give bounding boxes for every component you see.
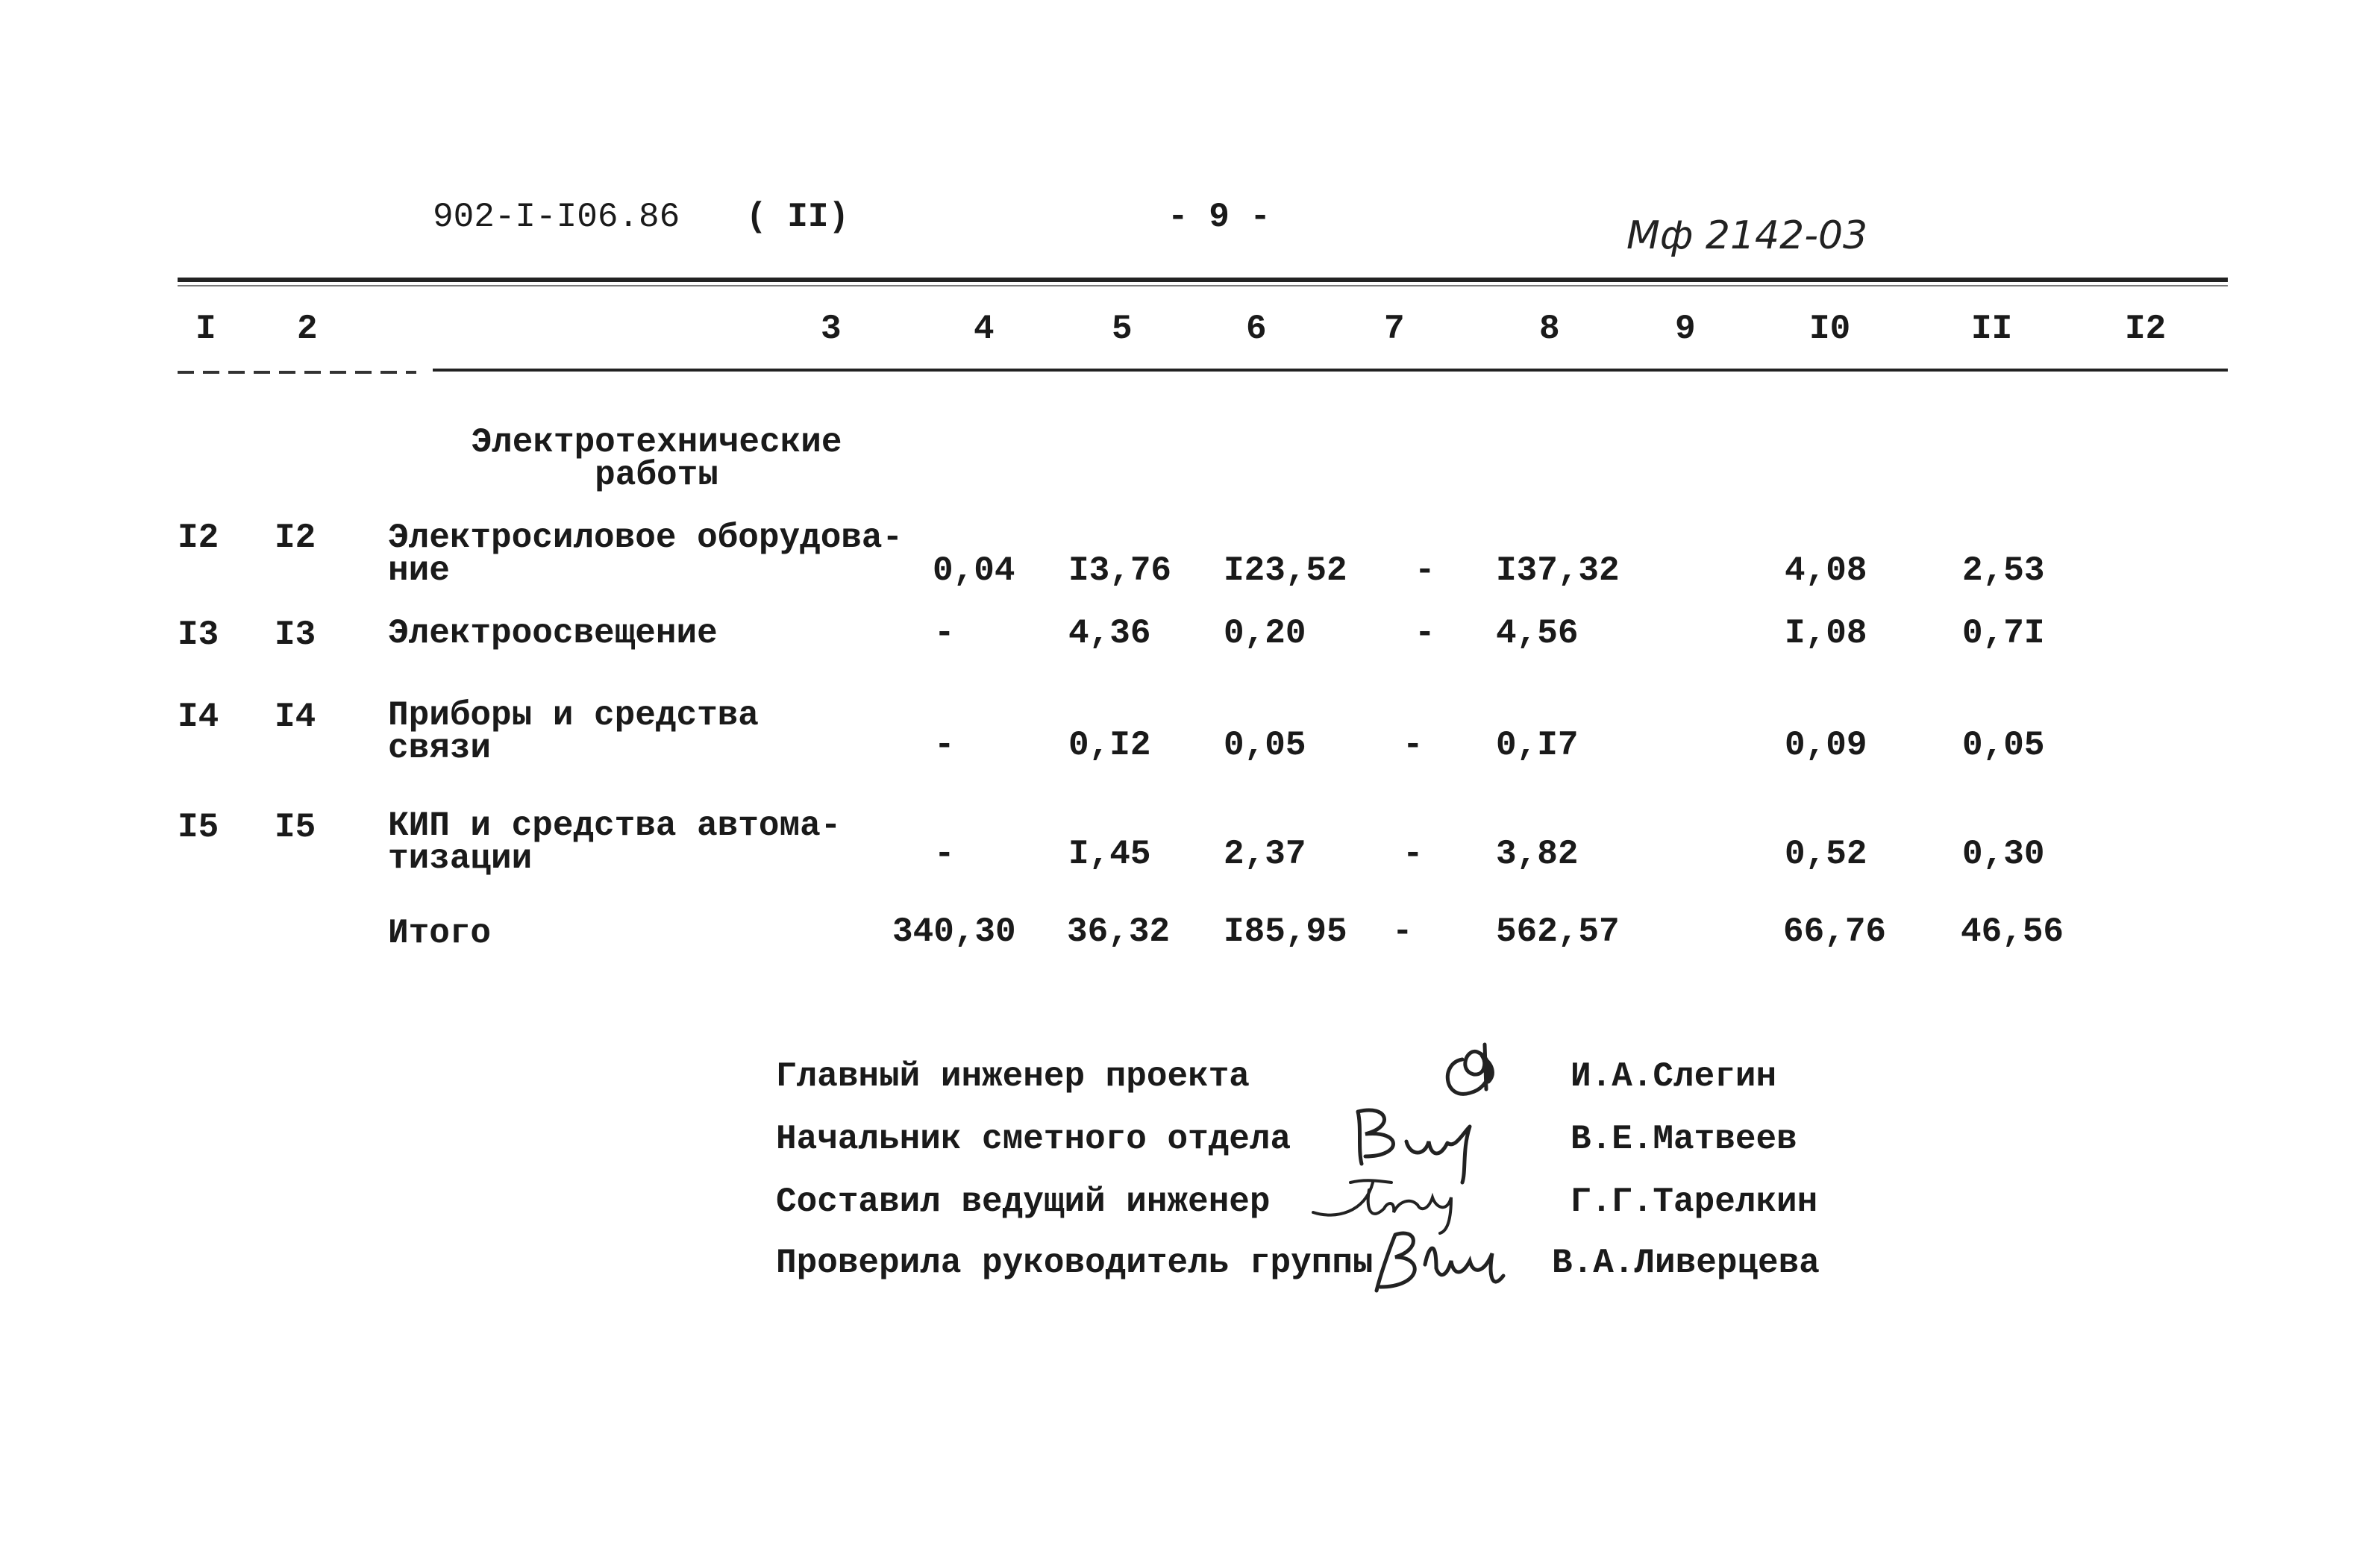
total-label: Итого	[388, 914, 492, 953]
row-col-11: 0,05	[1962, 726, 2045, 765]
row-col-4: -	[934, 835, 955, 874]
row-col-4: 0,04	[933, 551, 1015, 590]
row-col-11: 0,30	[1962, 835, 2045, 874]
col-header-9: 9	[1675, 310, 1696, 348]
total-col-7: -	[1392, 912, 1413, 951]
row-col-2: I3	[275, 615, 316, 654]
row-col-7: -	[1415, 614, 1435, 653]
row-name	[388, 519, 904, 590]
row-col-1: I4	[178, 698, 219, 736]
row-name	[388, 696, 759, 768]
total-col-6: I85,95	[1224, 912, 1347, 951]
col-header-2: 2	[297, 310, 318, 348]
total-col-11: 46,56	[1961, 912, 2064, 951]
col-header-5: 5	[1112, 310, 1133, 348]
row-col-2: I2	[275, 519, 316, 557]
signature-scribble-4	[1365, 1224, 1515, 1298]
row-col-1: I5	[178, 808, 219, 847]
row-col-5: I,45	[1068, 835, 1151, 874]
row-name-line-2: ние	[388, 551, 450, 590]
row-name	[388, 614, 718, 653]
col-header-12: I2	[2125, 310, 2167, 348]
row-col-10: I,08	[1785, 614, 1867, 653]
row-col-4: -	[934, 614, 955, 653]
row-col-10: 4,08	[1785, 551, 1867, 590]
total-col-5: 36,32	[1067, 912, 1171, 951]
section-title	[463, 423, 851, 495]
row-col-6: 0,05	[1224, 726, 1306, 765]
row-name-line-2: связи	[388, 728, 492, 768]
section-title-line-2: работы	[595, 455, 718, 495]
signature-name-3: Г.Г.Тарелкин	[1571, 1182, 1818, 1221]
row-col-2: I4	[275, 698, 316, 736]
row-col-6: 0,20	[1224, 614, 1306, 653]
row-name-line-1: Электроосвещение	[388, 614, 718, 653]
signature-role-3: Составил ведущий инженер	[776, 1182, 1271, 1221]
row-col-8: I37,32	[1496, 551, 1620, 590]
col-header-4: 4	[974, 310, 995, 348]
row-col-6: 2,37	[1224, 835, 1306, 874]
row-col-11: 2,53	[1962, 551, 2045, 590]
page-number: - 9 -	[1168, 198, 1271, 236]
top-rule	[178, 278, 2228, 282]
total-col-10: 66,76	[1783, 912, 1887, 951]
row-col-11: 0,7I	[1962, 614, 2045, 653]
row-col-5: I3,76	[1068, 551, 1172, 590]
row-col-4: -	[934, 726, 955, 765]
row-col-6: I23,52	[1224, 551, 1347, 590]
col-header-10: I0	[1809, 310, 1851, 348]
row-col-10: 0,09	[1785, 726, 1867, 765]
signature-name-1: И.А.Слегин	[1571, 1057, 1777, 1096]
row-col-8: 3,82	[1496, 835, 1579, 874]
row-col-5: 0,I2	[1068, 726, 1151, 765]
row-col-2: I5	[275, 808, 316, 847]
signature-role-1: Главный инженер проекта	[776, 1057, 1250, 1096]
row-col-7: -	[1415, 551, 1435, 590]
signature-role-4: Проверила руководитель группы	[776, 1244, 1374, 1282]
row-name	[388, 806, 842, 878]
row-name-line-1: Электросиловое оборудова-	[388, 519, 904, 557]
row-col-1: I3	[178, 615, 219, 654]
row-col-10: 0,52	[1785, 835, 1867, 874]
col-header-1: I	[195, 310, 216, 348]
row-col-7: -	[1403, 835, 1424, 874]
total-col-8: 562,57	[1496, 912, 1620, 951]
row-name-line-2: тизации	[388, 839, 533, 878]
signature-role-2: Начальник сметного отдела	[776, 1120, 1291, 1159]
header-underline	[433, 369, 2228, 372]
header-underline-left	[178, 371, 416, 374]
col-header-8: 8	[1539, 310, 1560, 348]
total-col-4: 340,30	[892, 912, 1016, 951]
col-header-7: 7	[1384, 310, 1405, 348]
row-col-1: I2	[178, 519, 219, 557]
col-header-11: II	[1971, 310, 2013, 348]
part-number: ( II)	[746, 198, 850, 236]
row-col-8: 0,I7	[1496, 726, 1579, 765]
row-col-5: 4,36	[1068, 614, 1151, 653]
col-header-3: 3	[821, 310, 842, 348]
row-name-line-1: Приборы и средства	[388, 696, 759, 735]
row-col-7: -	[1403, 726, 1424, 765]
row-col-8: 4,56	[1496, 614, 1579, 653]
signature-name-2: В.Е.Матвеев	[1571, 1120, 1797, 1159]
section-title-line-1: Электротехнические	[471, 423, 842, 462]
handwritten-reference: Мф 2142-03	[1626, 213, 1868, 258]
signature-name-4: В.А.Ливерцева	[1552, 1244, 1820, 1282]
doc-code: 902-I-I06.86	[433, 198, 680, 236]
top-rule-thin	[178, 285, 2228, 286]
col-header-6: 6	[1246, 310, 1267, 348]
row-name-line-1: КИП и средства автома-	[388, 806, 842, 845]
